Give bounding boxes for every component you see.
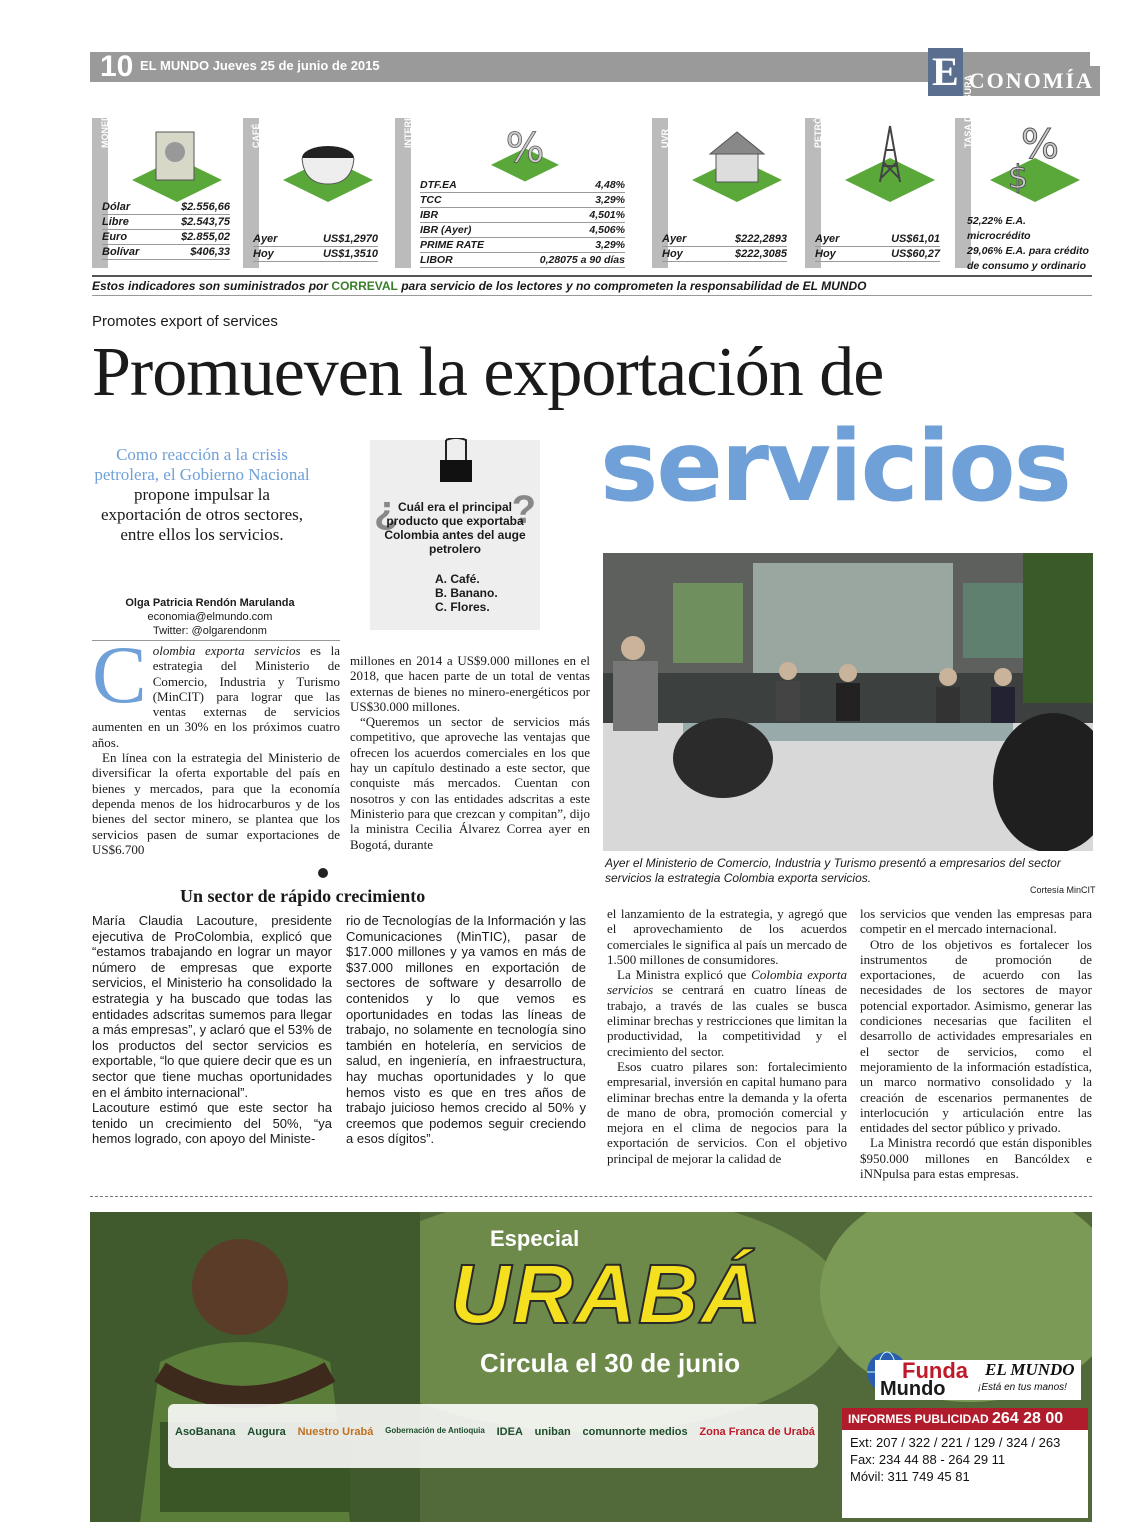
sponsor-logo: comunnorte medios xyxy=(582,1426,688,1438)
sponsor-logo: Gobernación de Antioquia xyxy=(385,1426,485,1435)
newspaper-date: EL MUNDO Jueves 25 de junio de 2015 xyxy=(140,58,380,73)
section-title xyxy=(928,40,1100,96)
author-name: Olga Patricia Rendón Marulanda xyxy=(125,597,295,609)
percent-icon xyxy=(475,118,575,186)
sponsor-logo: Nuestro Urabá xyxy=(297,1426,374,1438)
svg-text:%: % xyxy=(1020,122,1060,168)
indicator-row: LIBOR 0,28075 a 90 días xyxy=(420,254,625,266)
indicator-row: IBR 4,501% xyxy=(420,209,625,221)
headline-line-2: servicios xyxy=(600,410,1070,524)
indicator-row: Ayer $222,2893 xyxy=(662,233,787,245)
subhead: Un sector de rápido crecimiento xyxy=(180,886,426,906)
quiz-question: Cuál era el principal producto que exportaba Colombia antes del auge petrolero xyxy=(384,500,526,556)
quiz-option: C. Flores. xyxy=(435,600,490,614)
dropcap: C xyxy=(92,629,147,720)
headline-line-1: Promueven la exportación de xyxy=(92,334,884,411)
indicator-row: Libre $2.543,75 xyxy=(102,216,230,228)
sponsor-logo: AsoBanana xyxy=(175,1426,236,1438)
indicator-uvr xyxy=(652,118,797,268)
mundo-logo: Mundo xyxy=(880,1378,946,1400)
article-column-6: los servicios que venden las empresas para competir en el mercado internacional. Otro de los objetivos es fortalecer los instrumentos de promoción de exportaciones, de acuerdo con las necesidades de los sectores de mayor potencial exportador. Asimismo, generar las condiciones necesarias que faciliten el desarrollo de actividades empresariales en el sector de servicios, como el mejoramiento de la información estadística, un marco normativo consolidado y la creación de escenarios permanentes de interlocución y articulación entre las entidades del sector público y privado. La Ministra recordó que están disponibles $950.000 millones en Bancóldex e iNNpulsa para estas empresas. xyxy=(860,906,1092,1182)
funda-logo: Funda xyxy=(902,1358,968,1383)
svg-text:$: $ xyxy=(1007,158,1029,196)
author-email[interactable]: economia@elmundo.com xyxy=(147,611,273,623)
indicator-label: MONEDA xyxy=(92,118,108,268)
question-mark-icon: ? xyxy=(511,488,536,532)
article-column-5: el lanzamiento de la estrategia, y agregó que el aprovechamiento de los acuerdos comerciales le significa al país un mercado de 1.500 millones de consumidores. La Ministra explicó que Colombia exporta servicios se centrará en cuatro líneas de trabajo, a través de las cuales se busca eliminar brechas y restricciones que limitan la productividad, la competitividad y el crecimiento del sector. Esos cuatro pilares son: fortalecimiento empresarial, inversión en capital humano para eliminar brechas entre la demanda y la oferta de mano de obra, promoción comercial y mejora en el clima de negocios para la exportación de servicios. Con el objetivo principal de mejorar la calidad de xyxy=(607,906,848,1166)
sponsor-logo: IDEA xyxy=(496,1426,523,1438)
indicator-row: Dólar $2.556,66 xyxy=(102,201,230,213)
indicator-label: TASA DE USURA xyxy=(955,118,971,268)
elmundo-slogan: ¡Está en tus manos! xyxy=(978,1382,1067,1393)
article-column-2: millones en 2014 a US$9.000 millones en el 2018, que hacen parte de un total de ventas externas de bienes no minero-energéticos por US$30.000 millones. “Queremos un sector de servicios más competitivo, que aproveche las ventajas que ofrecen los acuerdos comerciales en los que hay un capítulo destinado a este sector, que conquiste más mercados. Cuentan con nosotros y con las entidades adscritas a este Ministerio para que crezcan y compitan”, dijo la ministra Cecilia Álvarez Correa ayer en Bogotá, durante xyxy=(350,653,590,852)
usura-line: de consumo y ordinario xyxy=(967,260,1087,272)
quiz-box xyxy=(370,440,540,630)
indicator-label: CAFÉ xyxy=(243,118,259,268)
usura-line: 29,06% E.A. para crédito xyxy=(967,245,1089,257)
contact-fax: Fax: 234 44 88 - 264 29 11 xyxy=(850,1452,1006,1467)
correval-logo: CORREVAL xyxy=(331,279,398,293)
question-mark-icon: ¿ xyxy=(374,488,399,532)
quiz-option: B. Banano. xyxy=(435,586,498,600)
author-twitter[interactable]: Twitter: @olgarendonm xyxy=(153,625,267,637)
contact-movil: Móvil: 311 749 45 81 xyxy=(850,1469,970,1484)
article-deck: Como reacción a la crisis petrolera, el Gobierno Nacional propone impulsar la exportación de otros sectores, entre ellos los servicios. xyxy=(94,445,310,544)
indicator-label: INTERESES xyxy=(395,118,411,268)
oil-derrick-icon xyxy=(835,118,945,208)
binder-clip-icon xyxy=(438,438,474,486)
elmundo-logo: EL MUNDO xyxy=(985,1360,1075,1379)
sponsor-logo: Augura xyxy=(247,1426,286,1438)
sponsor-logo: uniban xyxy=(534,1426,571,1438)
section-rest: CONOMÍA xyxy=(963,66,1100,96)
ad-circula: Circula el 30 de junio xyxy=(480,1348,741,1378)
page-number: 10 xyxy=(100,50,134,83)
indicator-intereses xyxy=(395,96,635,268)
sponsor-logos xyxy=(175,1426,815,1438)
house-icon xyxy=(682,118,792,208)
photo-credit: Cortesía MinCIT xyxy=(1030,885,1096,895)
indicator-row: Hoy US$60,27 xyxy=(815,248,940,260)
coffee-cup-icon xyxy=(273,118,383,208)
contact-lines xyxy=(850,1434,1060,1485)
indicator-row: TCC 3,29% xyxy=(420,194,625,206)
article-photo xyxy=(603,553,1093,851)
informes-bar: INFORMES PUBLICIDAD 264 28 00 xyxy=(842,1408,1088,1430)
indicator-row: Euro $2.855,02 xyxy=(102,231,230,243)
byline xyxy=(120,596,300,638)
indicator-row: Ayer US$1,2970 xyxy=(253,233,378,245)
section-initial: E xyxy=(928,48,963,96)
photo-caption: Ayer el Ministerio de Comercio, Industria y Turismo presentó a empresarios del sector servicios la estrategia Colombia exporta servicios. xyxy=(605,856,1061,885)
dollar-bill-icon xyxy=(122,118,232,208)
indicator-row: Bolívar $406,33 xyxy=(102,246,230,258)
ad-especial: Especial xyxy=(490,1226,580,1251)
uraba-advertisement[interactable] xyxy=(90,1212,1092,1522)
indicator-row: Ayer US$61,01 xyxy=(815,233,940,245)
indicators-disclaimer: Estos indicadores son suministrados por CORREVAL para servicio de los lectores y no comprometen la responsabilidad de EL MUNDO xyxy=(92,275,1092,296)
indicator-cafe xyxy=(243,118,388,268)
article-kicker: Promotes export of services xyxy=(92,313,278,330)
indicator-row: IBR (Ayer) 4,506% xyxy=(420,224,625,236)
indicator-moneda xyxy=(92,108,240,268)
svg-text:%: % xyxy=(505,123,545,172)
quiz-options xyxy=(435,572,498,614)
usura-line: 52,22% E.A. microcrédito xyxy=(967,215,1031,242)
percent-dollar-icon xyxy=(980,118,1090,208)
indicator-row: Hoy $222,3085 xyxy=(662,248,787,260)
article-column-4: rio de Tecnologías de la Información y las Comunicaciones (MinTIC), pasar de $17.000 millones y ya vamos en más de $37.000 millones en exportación de sectores de software y desarrollo de contenidos y lo que vemos es oportunidades en todas las líneas de trabajo, no solamente en tecnología sino también en hotelería, en servicios de salud, en ingeniería, en infraestructura, hay muchas oportunidades y lo que hemos visto es que en tres años de trabajo juicioso hemos crecido al 50% y creemos que podemos seguir creciendo a esos dígitos”. xyxy=(346,913,586,1147)
indicator-petroleo xyxy=(805,98,950,268)
article-column-3: María Claudia Lacouture, presidente ejecutiva de ProColombia, explicó que “estamos trabajando en lograr un mayor número de empresas que exporte servicios, el Ministerio ha consolidado la estrategia y ha buscado que todas las entidades adscritas sumemos para llegar a más empresas”, y aclaró que el 53% de los productos del sector servicios es exportable, “lo que quiere decir que es un sector que tiene muchas oportunidades en el ámbito internacional”. Lacouture estimó que este sector ha tenido un crecimiento del 50%, “ya hemos logrado, con apoyo del Ministe- xyxy=(92,913,332,1147)
article-column-1: C olombia exporta servicios es la estrategia del Ministerio de Comercio, Industria y Turismo (MinCIT) para lograr que las ventas externas de servicios aumenten en un 30% en los próximos cuatro años. En línea con la estrategia del Ministerio de diversificar la oferta exportable del país en bienes y mercados, para que la economía dependa menos de los hidrocarburos y de los bienes del sector minero, se plantea que los servicios pasen de sumar exportaciones de US$6.700 xyxy=(92,629,340,857)
sponsor-logo: Zona Franca de Urabá xyxy=(699,1426,815,1438)
ad-title: URABÁ xyxy=(450,1247,764,1341)
indicator-label: UVR xyxy=(652,118,668,268)
photo-image xyxy=(603,553,1093,851)
indicator-row: PRIME RATE 3,29% xyxy=(420,239,625,251)
bullet-dot xyxy=(318,868,328,878)
indicator-row: DTF.EA 4,48% xyxy=(420,179,625,191)
indicator-row: Hoy US$1,3510 xyxy=(253,248,378,260)
contact-ext: Ext: 207 / 322 / 221 / 129 / 324 / 263 xyxy=(850,1435,1061,1450)
ad-divider xyxy=(90,1196,1092,1197)
quiz-option: A. Café. xyxy=(435,572,480,586)
indicator-label: PETRÓLEO xyxy=(805,118,821,268)
